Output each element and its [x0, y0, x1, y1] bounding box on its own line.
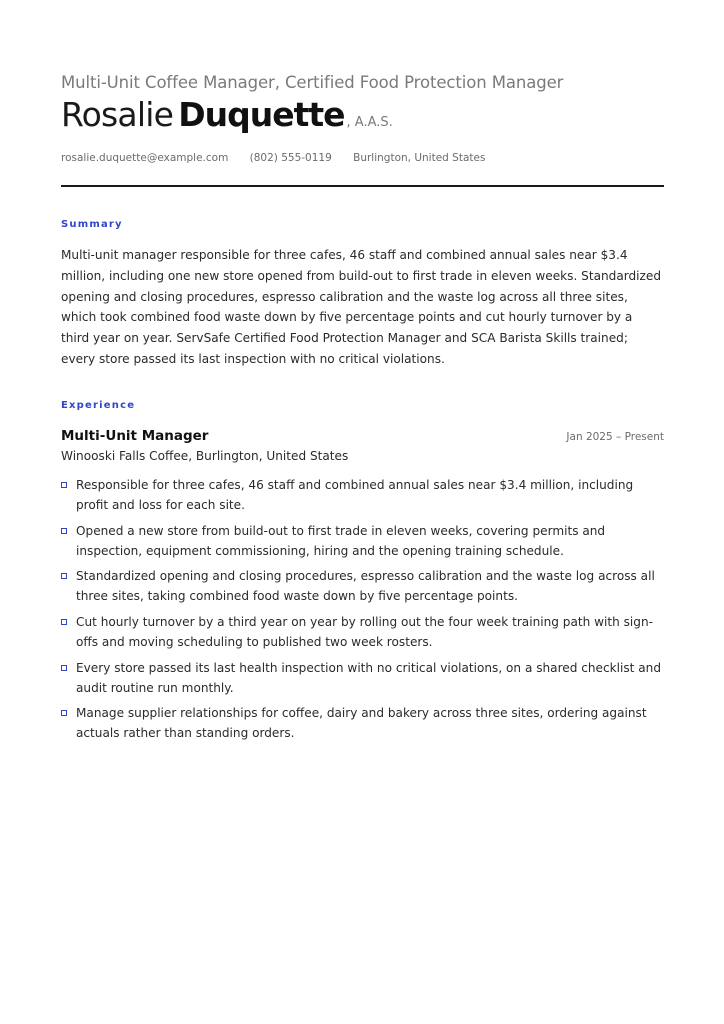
summary-heading: Summary: [61, 219, 123, 230]
job-bullets: [61, 475, 664, 749]
full-name: [61, 95, 393, 134]
job-dates: Jan 2025 – Present: [566, 431, 664, 443]
bullet-square-icon: [61, 710, 67, 716]
list-item: [61, 475, 664, 515]
bullet-square-icon: [61, 619, 67, 625]
list-item: [61, 521, 664, 561]
list-item: [61, 703, 664, 743]
bullet-square-icon: [61, 482, 67, 488]
bullet-text: Manage supplier relationships for coffee, dairy and bakery across three sites, ordering against actuals rather than standing orders.: [76, 706, 647, 741]
contact-phone[interactable]: (802) 555-0119: [249, 152, 332, 164]
bullet-square-icon: [61, 665, 67, 671]
last-name: Duquette: [178, 95, 345, 134]
headline: Multi-Unit Coffee Manager, Certified Food Protection Manager: [61, 73, 564, 92]
list-item: [61, 658, 664, 698]
bullet-square-icon: [61, 528, 67, 534]
bullet-text: Responsible for three cafes, 46 staff and combined annual sales near $3.4 million, including profit and loss for each site.: [76, 478, 634, 512]
bullet-text: Every store passed its last health inspection with no critical violations, on a shared checklist and audit routine run monthly.: [76, 660, 662, 695]
contact-info: [61, 152, 503, 164]
bullet-text: Cut hourly turnover by a third year on year by rolling out the four week training path with sign-offs and moving scheduling to published two week rosters.: [76, 615, 653, 650]
list-item: [61, 612, 664, 652]
bullet-text: Opened a new store from build-out to first trade in eleven weeks, covering permits and inspection, equipment commissioning, hiring and the opening training schedule.: [76, 523, 606, 558]
name-suffix: , A.A.S.: [346, 115, 393, 130]
experience-heading: Experience: [61, 400, 136, 411]
bullet-text: Standardized opening and closing procedures, espresso calibration and the waste log across all three sites, taking combined food waste down by five percentage points.: [76, 569, 655, 604]
list-item: [61, 566, 664, 606]
first-name: Rosalie: [61, 95, 174, 134]
job-title: Multi-Unit Manager: [61, 428, 209, 444]
bullet-square-icon: [61, 573, 67, 579]
header-divider: [61, 185, 664, 187]
summary-text: Multi-unit manager responsible for three cafes, 46 staff and combined annual sales near $3.4 million, including one new store opened from build-out to first trade in eleven weeks. Standardized opening and closing procedures, espresso calibration and the waste log across all three sites, which took combined food waste down by five percentage points and cut hourly turnover by a third year on year. ServSafe Certified Food Protection Manager and SCA Barista Skills trained; every store passed its last inspection with no critical violations.: [61, 248, 661, 366]
job-company: Winooski Falls Coffee, Burlington, United States: [61, 449, 349, 463]
contact-location: Burlington, United States: [353, 152, 486, 164]
contact-email[interactable]: rosalie.duquette@example.com: [61, 152, 229, 164]
